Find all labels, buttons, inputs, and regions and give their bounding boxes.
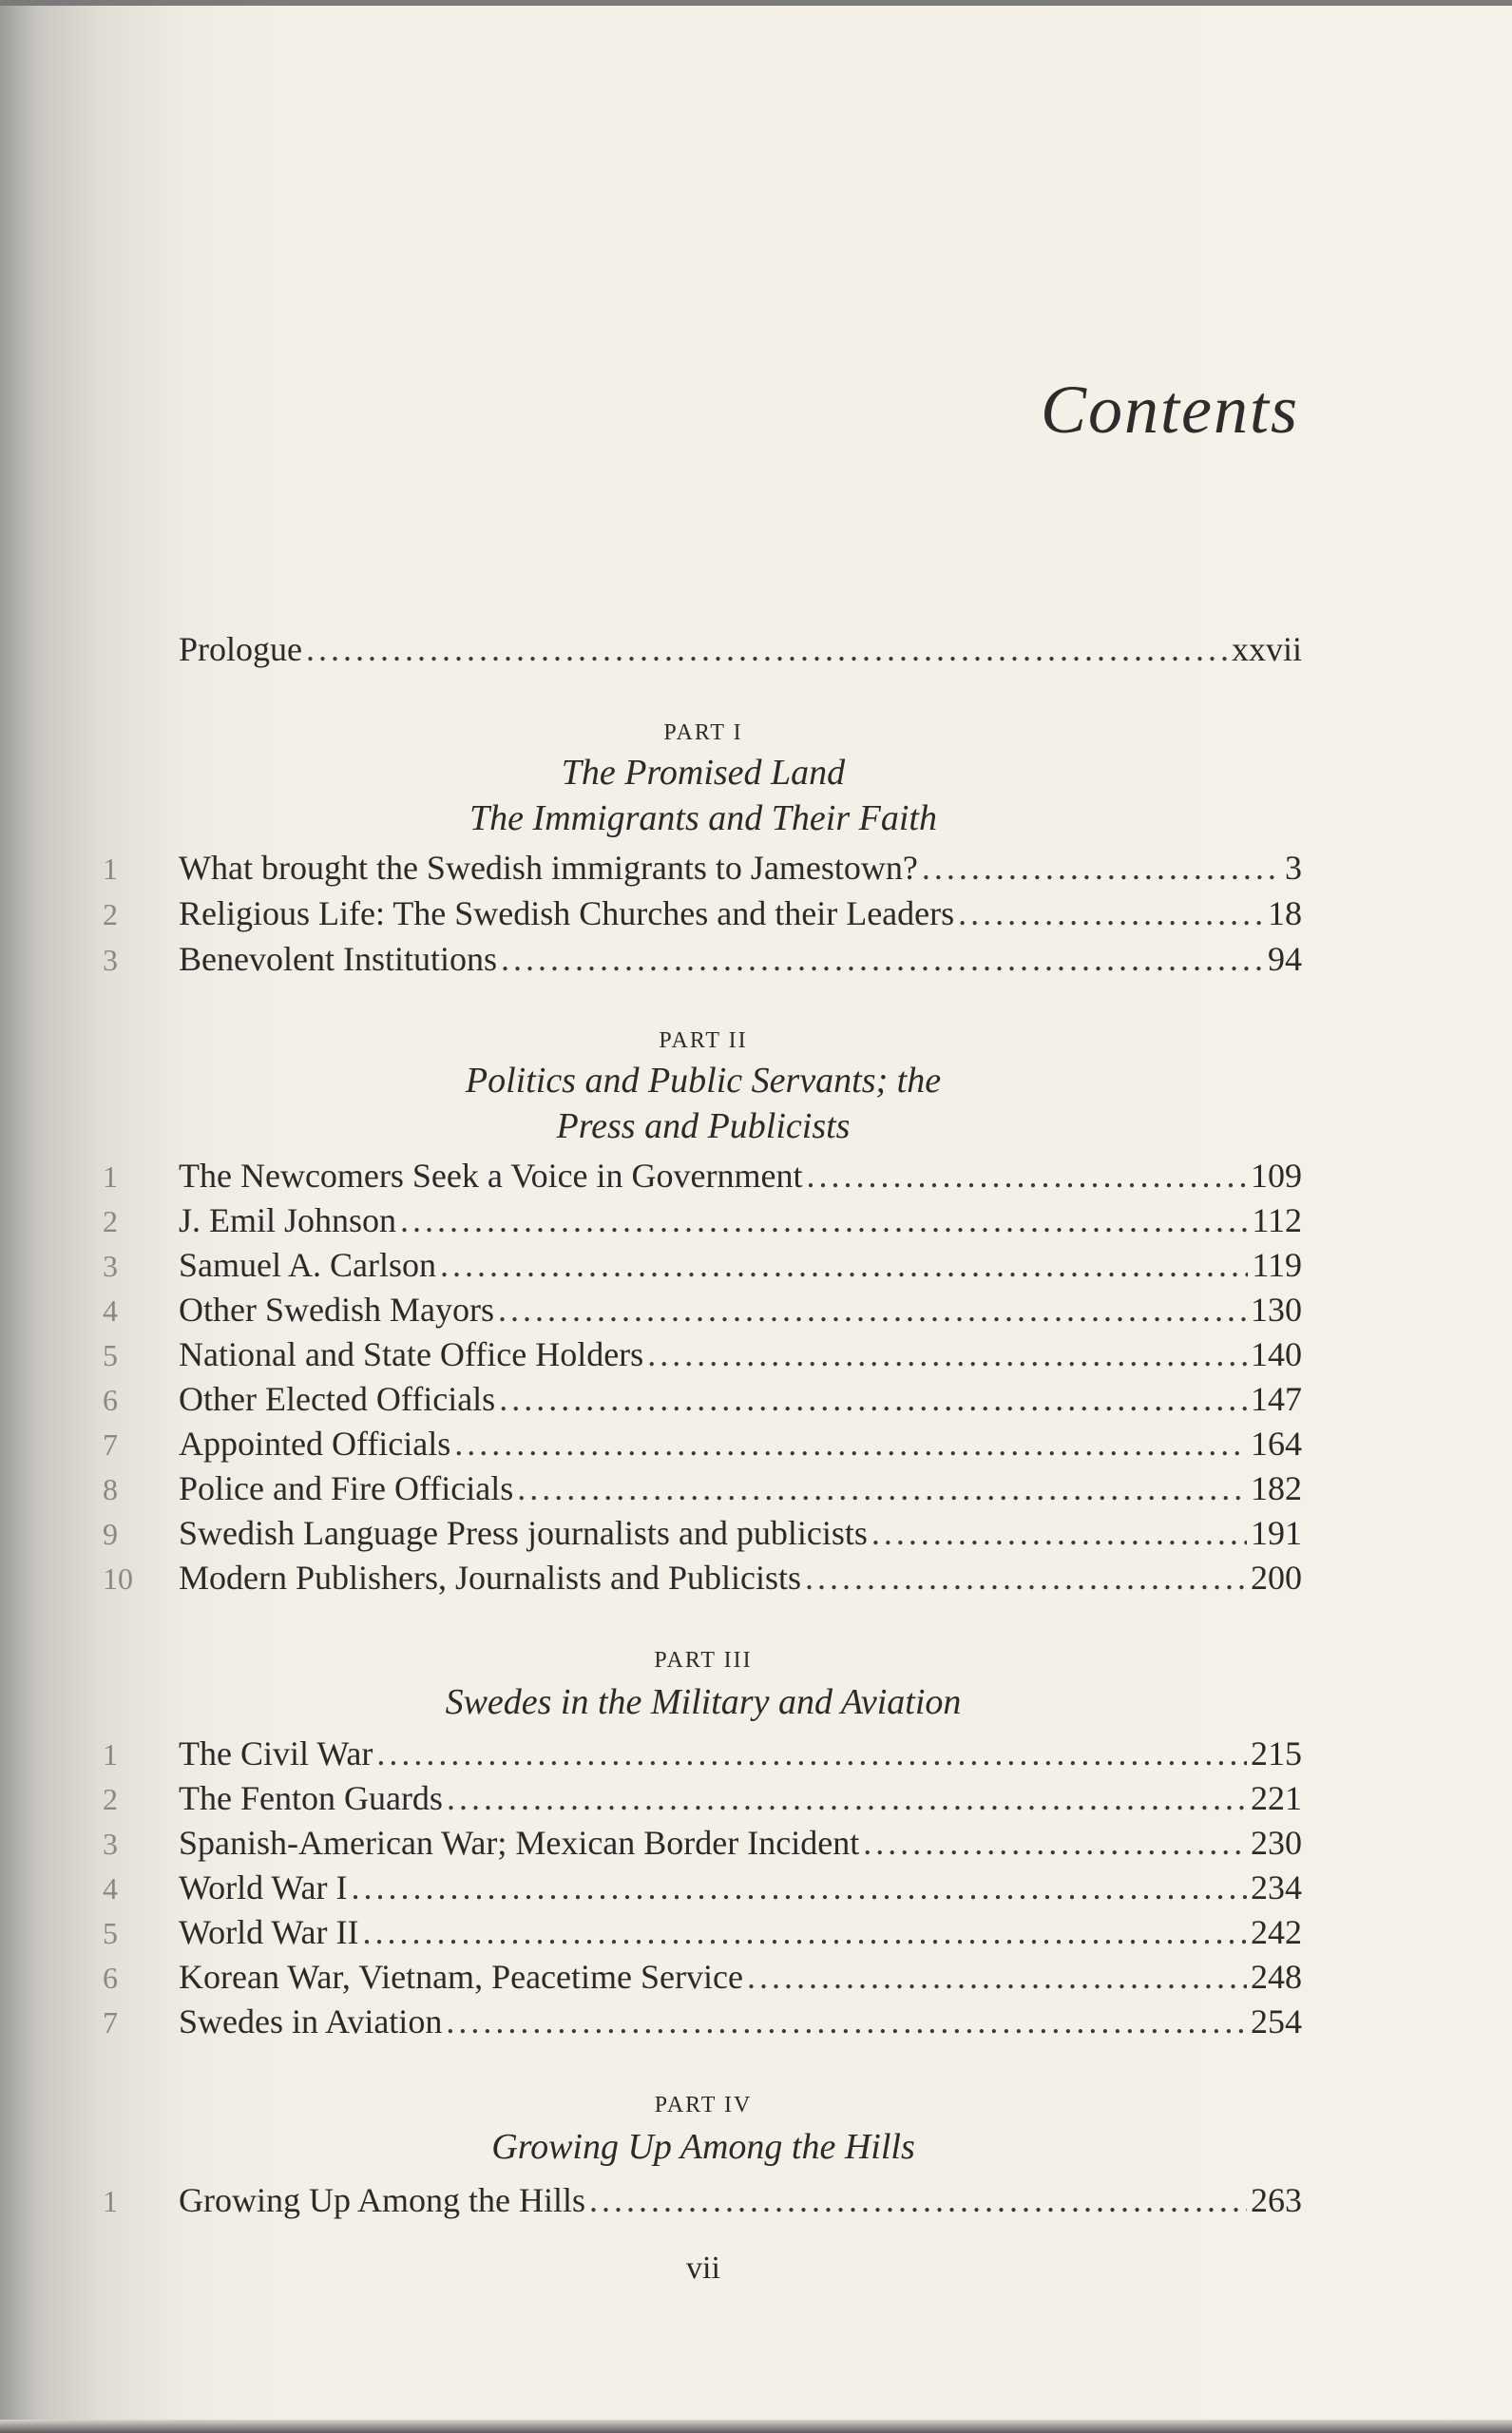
toc-entry[interactable] <box>103 1511 1302 1555</box>
chapter-number: 3 <box>103 1249 118 1283</box>
page-number: 242 <box>1251 1913 1302 1951</box>
chapter-number: 10 <box>103 1561 133 1596</box>
dot-leader <box>362 1910 1247 1954</box>
part-title-line: The Promised Land <box>561 753 846 793</box>
toc-entry[interactable] <box>103 1866 1302 1909</box>
dot-leader <box>517 1466 1247 1510</box>
dot-leader <box>352 1866 1248 1909</box>
entry-title: The Civil War <box>179 1734 373 1772</box>
entry-title: National and State Office Holders <box>179 1335 644 1373</box>
dot-leader <box>501 937 1264 981</box>
entry-title: The Newcomers Seek a Voice in Government <box>179 1157 803 1195</box>
entry-title: Samuel A. Carlson <box>179 1246 436 1284</box>
part-title-line: Swedes in the Military and Aviation <box>445 1682 962 1722</box>
toc-entry[interactable] <box>103 2000 1302 2043</box>
chapter-number: 1 <box>103 1159 118 1194</box>
chapter-number: 4 <box>103 1293 118 1328</box>
dot-leader <box>499 1377 1247 1421</box>
entry-title: Growing Up Among the Hills <box>179 2181 585 2219</box>
entry-title: J. Emil Johnson <box>179 1201 397 1239</box>
page-number: 3 <box>1285 849 1302 887</box>
entry-title: Swedish Language Press journalists and publicists <box>179 1514 868 1552</box>
chapter-number: 1 <box>103 1737 118 1772</box>
part-title-line: The Immigrants and Their Faith <box>469 798 937 838</box>
chapter-number: 5 <box>103 1916 118 1950</box>
part-label: PART II <box>659 1028 748 1053</box>
chapter-number: 4 <box>103 1871 118 1906</box>
toc-entry[interactable] <box>103 891 1302 935</box>
dot-leader <box>306 627 1228 671</box>
page-number: 254 <box>1251 2002 1302 2040</box>
page-number: 164 <box>1251 1425 1302 1463</box>
part-label: PART III <box>654 1648 753 1673</box>
page-number: 215 <box>1251 1734 1302 1772</box>
dot-leader <box>747 1955 1247 1999</box>
part-label: PART I <box>663 720 743 745</box>
page-number: xxvii <box>1231 630 1302 668</box>
dot-leader <box>454 1422 1247 1466</box>
dot-leader <box>400 1198 1248 1242</box>
chapter-number: 6 <box>103 1383 118 1417</box>
chapter-number: 8 <box>103 1472 118 1506</box>
toc-entry[interactable] <box>103 1198 1302 1242</box>
toc-entry[interactable] <box>103 1910 1302 1954</box>
part-title-line: Press and Publicists <box>556 1106 851 1146</box>
entry-title: Appointed Officials <box>179 1425 451 1463</box>
entry-title: Religious Life: The Swedish Churches and their Leaders <box>179 894 955 932</box>
page-number: 234 <box>1251 1868 1302 1906</box>
page-number: 112 <box>1252 1201 1302 1239</box>
page-number: 248 <box>1251 1958 1302 1996</box>
entry-title: Other Elected Officials <box>179 1380 496 1418</box>
entry-title: World War I <box>179 1868 348 1906</box>
entry-title: Korean War, Vietnam, Peacetime Service <box>179 1958 743 1996</box>
toc-entry[interactable] <box>103 1821 1302 1865</box>
dot-leader <box>447 1776 1247 1820</box>
page-folio: vii <box>686 2251 720 2286</box>
toc-entry[interactable] <box>103 1556 1302 1600</box>
page-number: 200 <box>1251 1559 1302 1597</box>
entry-title: Modern Publishers, Journalists and Publicists <box>179 1559 801 1597</box>
dot-leader <box>589 2178 1247 2222</box>
entry-title: The Fenton Guards <box>179 1779 443 1817</box>
chapter-number: 2 <box>103 897 118 931</box>
toc-entry[interactable] <box>103 1955 1302 1999</box>
entry-title: Prologue <box>179 630 302 668</box>
toc-entry[interactable] <box>103 1377 1302 1421</box>
page-number: 182 <box>1251 1469 1302 1507</box>
page-number: 147 <box>1251 1380 1302 1418</box>
dot-leader <box>871 1511 1247 1555</box>
chapter-number: 9 <box>103 1517 118 1551</box>
page-number: 140 <box>1251 1335 1302 1373</box>
dot-leader <box>863 1821 1247 1865</box>
toc-entry[interactable] <box>103 1243 1302 1287</box>
page-number: 109 <box>1251 1157 1302 1195</box>
page-title: Contents <box>1040 372 1299 448</box>
chapter-number: 2 <box>103 1204 118 1238</box>
chapter-number: 3 <box>103 1827 118 1861</box>
page-number: 130 <box>1251 1291 1302 1329</box>
chapter-number: 3 <box>103 943 118 977</box>
entry-title: What brought the Swedish immigrants to Jamestown? <box>179 849 918 887</box>
entry-title: World War II <box>179 1913 359 1951</box>
chapter-number: 6 <box>103 1961 118 1995</box>
dot-leader <box>958 891 1264 935</box>
dot-leader <box>922 846 1281 890</box>
toc-entry[interactable] <box>103 1332 1302 1376</box>
part-label: PART IV <box>654 2093 753 2117</box>
dot-leader <box>806 1154 1247 1197</box>
toc-entry[interactable] <box>103 1422 1302 1466</box>
page-number: 18 <box>1268 894 1302 932</box>
page-number: 119 <box>1252 1246 1302 1284</box>
dot-leader <box>446 2000 1247 2043</box>
entry-title: Benevolent Institutions <box>179 940 497 978</box>
toc-entry[interactable] <box>103 2178 1302 2222</box>
dot-leader <box>440 1243 1248 1287</box>
toc-entry[interactable] <box>103 1732 1302 1775</box>
toc-entry[interactable] <box>103 846 1302 890</box>
page-number: 191 <box>1251 1514 1302 1552</box>
page-number: 230 <box>1251 1824 1302 1862</box>
dot-leader <box>805 1556 1247 1600</box>
chapter-number: 1 <box>103 852 118 886</box>
entry-title: Swedes in Aviation <box>179 2002 443 2040</box>
dot-leader <box>376 1732 1247 1775</box>
chapter-number: 1 <box>103 2184 118 2218</box>
toc-entry[interactable] <box>103 1776 1302 1820</box>
toc-entry[interactable] <box>103 1288 1302 1331</box>
entry-title: Police and Fire Officials <box>179 1469 514 1507</box>
page-number: 221 <box>1251 1779 1302 1817</box>
page-number: 263 <box>1251 2181 1302 2219</box>
chapter-number: 5 <box>103 1338 118 1372</box>
chapter-number: 2 <box>103 1782 118 1816</box>
toc-entry[interactable] <box>103 1154 1302 1197</box>
dot-leader <box>647 1332 1247 1376</box>
part-title-line: Politics and Public Servants; the <box>465 1061 942 1101</box>
page-number: 94 <box>1268 940 1302 978</box>
toc-entry[interactable] <box>103 1466 1302 1510</box>
toc-entry-prologue[interactable] <box>103 627 1302 671</box>
entry-title: Spanish-American War; Mexican Border Incident <box>179 1824 860 1862</box>
entry-title: Other Swedish Mayors <box>179 1291 494 1329</box>
toc-entry[interactable] <box>103 937 1302 981</box>
part-title-line: Growing Up Among the Hills <box>491 2127 915 2167</box>
dot-leader <box>498 1288 1247 1331</box>
chapter-number: 7 <box>103 1427 118 1462</box>
chapter-number: 7 <box>103 2005 118 2040</box>
